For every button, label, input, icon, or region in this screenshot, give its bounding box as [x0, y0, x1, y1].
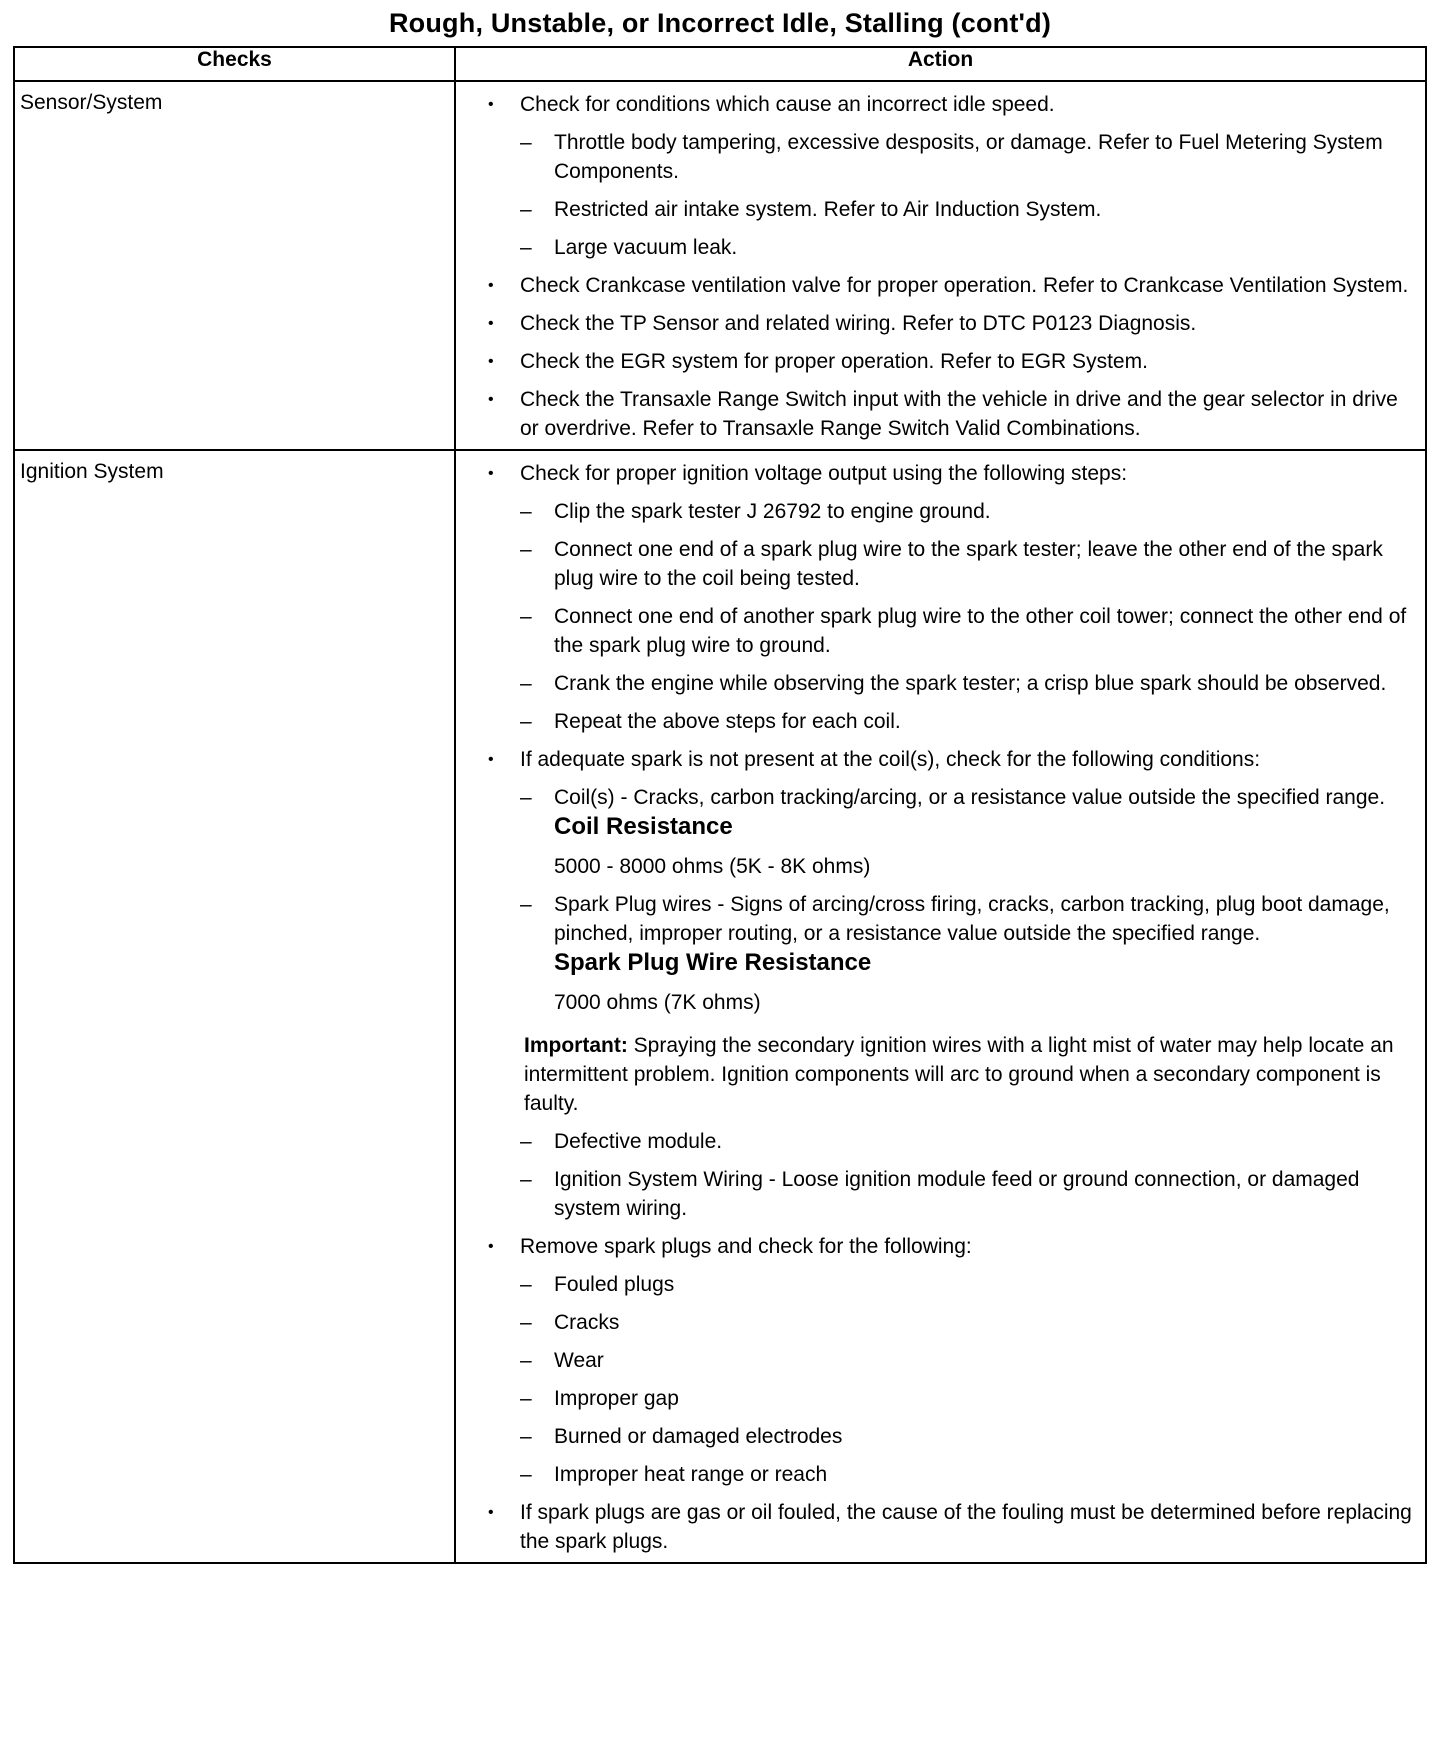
action-bullet: • Remove spark plugs and check for the following:: [486, 1232, 1417, 1261]
checks-column-header: Checks: [14, 47, 455, 81]
important-note: [486, 1031, 1417, 1118]
action-subitem: – Crank the engine while observing the spark tester; a crisp blue spark should be observed.: [486, 669, 1417, 698]
table-row-ignition-system: [14, 450, 1426, 1563]
action-bullet: • Check the TP Sensor and related wiring. Refer to DTC P0123 Diagnosis.: [486, 309, 1417, 338]
table-row-sensor-system: [14, 81, 1426, 450]
action-bullet: • Check Crankcase ventilation valve for proper operation. Refer to Crankcase Ventilation System.: [486, 271, 1417, 300]
action-subitem: – Restricted air intake system. Refer to Air Induction System.: [486, 195, 1417, 224]
action-column-header: Action: [455, 47, 1426, 81]
action-subitem: – Repeat the above steps for each coil.: [486, 707, 1417, 736]
action-bullet: • If spark plugs are gas or oil fouled, the cause of the fouling must be determined before replacing the spark plugs.: [486, 1498, 1417, 1556]
action-bullet: • Check for proper ignition voltage output using the following steps:: [486, 459, 1417, 488]
action-cell: [455, 81, 1426, 450]
action-subitem: – Cracks: [486, 1308, 1417, 1337]
action-bullet: • Check for conditions which cause an incorrect idle speed.: [486, 90, 1417, 119]
action-subitem: – Burned or damaged electrodes: [486, 1422, 1417, 1451]
action-subitem: – Coil(s) - Cracks, carbon tracking/arcing, or a resistance value outside the specified range.: [486, 783, 1417, 812]
action-cell: [455, 450, 1426, 1563]
action-subitem: – Connect one end of another spark plug wire to the other coil tower; connect the other end of the spark plug wire to ground.: [486, 602, 1417, 660]
action-subitem: – Connect one end of a spark plug wire to the spark tester; leave the other end of the spark plug wire to the coil being tested.: [486, 535, 1417, 593]
action-subitem: – Clip the spark tester J 26792 to engine ground.: [486, 497, 1417, 526]
page-title: Rough, Unstable, or Incorrect Idle, Stalling (cont'd): [388, 8, 1052, 38]
action-subitem: – Ignition System Wiring - Loose ignition module feed or ground connection, or damaged system wiring.: [486, 1165, 1417, 1223]
coil-resistance-heading: Coil Resistance: [554, 813, 733, 840]
important-label: Important:: [524, 1034, 628, 1057]
action-subitem: – Spark Plug wires - Signs of arcing/cross firing, cracks, carbon tracking, plug boot damage, pinched, improper routing, or a resistance value outside the specified range.: [486, 890, 1417, 948]
wire-resistance-value: 7000 ohms (7K ohms): [554, 991, 761, 1014]
wire-resistance-heading: Spark Plug Wire Resistance: [554, 949, 872, 976]
coil-resistance-value: 5000 - 8000 ohms (5K - 8K ohms): [554, 855, 871, 878]
diagnosis-table: [13, 46, 1427, 1564]
action-subitem: – Wear: [486, 1346, 1417, 1375]
action-subitem: – Improper heat range or reach: [486, 1460, 1417, 1489]
important-text: Spraying the secondary ignition wires with a light mist of water may help locate an intermittent problem. Ignition components will arc to ground when a secondary component is faulty.: [524, 1034, 1394, 1115]
action-bullet: • Check the EGR system for proper operation. Refer to EGR System.: [486, 347, 1417, 376]
action-subitem: – Large vacuum leak.: [486, 233, 1417, 262]
action-bullet: • If adequate spark is not present at the coil(s), check for the following conditions:: [486, 745, 1417, 774]
table-header-row: [14, 47, 1426, 81]
check-cell: Sensor/System: [14, 81, 455, 450]
action-subitem: – Throttle body tampering, excessive desposits, or damage. Refer to Fuel Metering System Components.: [486, 128, 1417, 186]
action-subitem: – Defective module.: [486, 1127, 1417, 1156]
action-subitem: – Fouled plugs: [486, 1270, 1417, 1299]
action-bullet: • Check the Transaxle Range Switch input with the vehicle in drive and the gear selector in drive or overdrive. Refer to Transaxle Range Switch Valid Combinations.: [486, 385, 1417, 443]
check-cell: Ignition System: [14, 450, 455, 1563]
action-subitem: – Improper gap: [486, 1384, 1417, 1413]
